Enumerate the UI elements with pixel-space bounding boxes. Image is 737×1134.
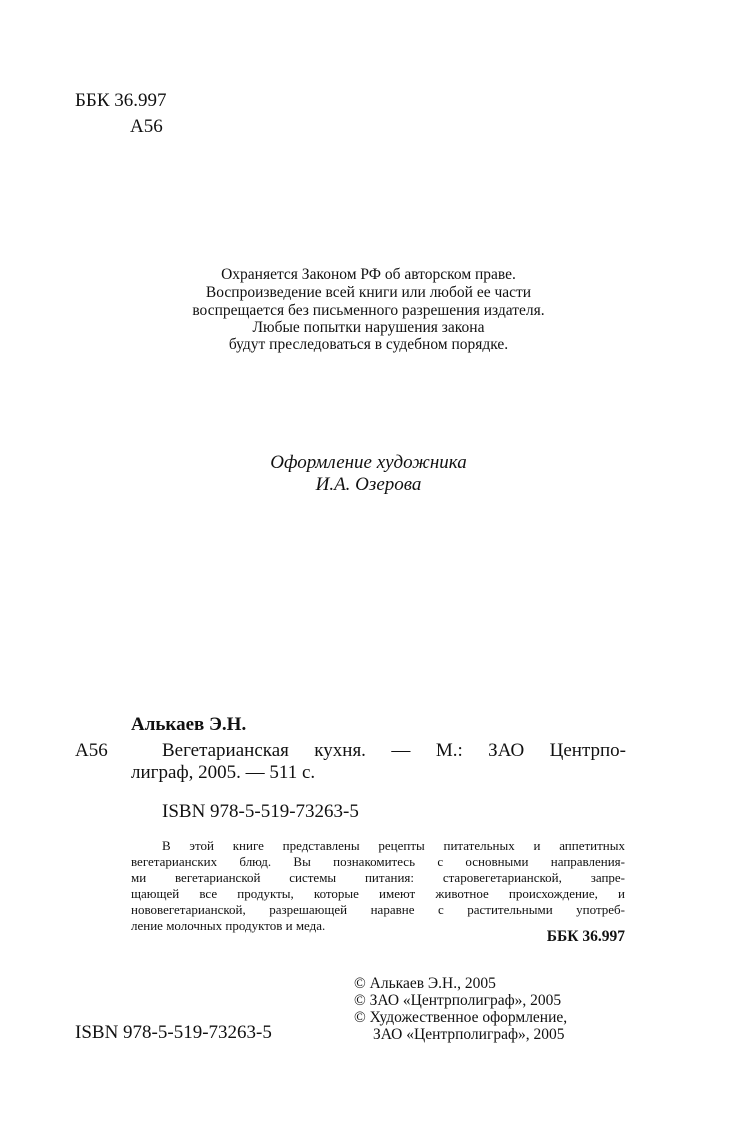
copyright-line: ЗАО «Центрполиграф», 2005 [373, 1026, 565, 1043]
copyright-line: © Художественное оформление, [354, 1009, 568, 1026]
card-mark: А56 [75, 740, 108, 761]
annotation-line: щающей все продукты, которые имеют животное происхождение, и [131, 886, 625, 901]
author-mark: А56 [130, 116, 163, 137]
card-title-line: Вегетарианская кухня. — М.: ЗАО Центрпо- [162, 740, 626, 761]
notice-line: воспрещается без письменного разрешения издателя. [192, 302, 545, 319]
annotation-line: вегетарианских блюд. Вы познакомитесь с основными направления- [131, 854, 625, 869]
footer-isbn: ISBN 978-5-519-73263-5 [75, 1022, 272, 1043]
copyright-line: © ЗАО «Центрполиграф», 2005 [354, 992, 562, 1009]
card-author: Алькаев Э.Н. [131, 714, 247, 735]
notice-line: Любые попытки нарушения закона [252, 319, 485, 336]
annotation-line: В этой книге представлены рецепты питательных и аппетитных [162, 838, 625, 853]
design-credit-label: Оформление художника [270, 452, 467, 473]
notice-line: будут преследоваться в судебном порядке. [228, 336, 509, 353]
notice-line: Охраняется Законом РФ об авторском праве. [221, 266, 516, 283]
copyright-line: © Алькаев Э.Н., 2005 [354, 975, 496, 992]
annotation-line: ми вегетарианской системы питания: старовегетарианской, запре- [131, 870, 625, 885]
card-isbn: ISBN 978-5-519-73263-5 [162, 801, 359, 822]
notice-line: Воспроизведение всей книги или любой ее части [205, 284, 532, 301]
annotation-line: нововегетарианской, разрешающей наравне с растительными употреб- [131, 902, 625, 917]
bbk-code: ББК 36.997 [75, 90, 167, 111]
design-credit-name: И.А. Озерова [315, 474, 422, 495]
card-title-line: лиграф, 2005. — 511 с. [131, 762, 316, 783]
card-bbk: ББК 36.997 [546, 928, 625, 945]
annotation-line: ление молочных продуктов и меда. [131, 918, 326, 933]
